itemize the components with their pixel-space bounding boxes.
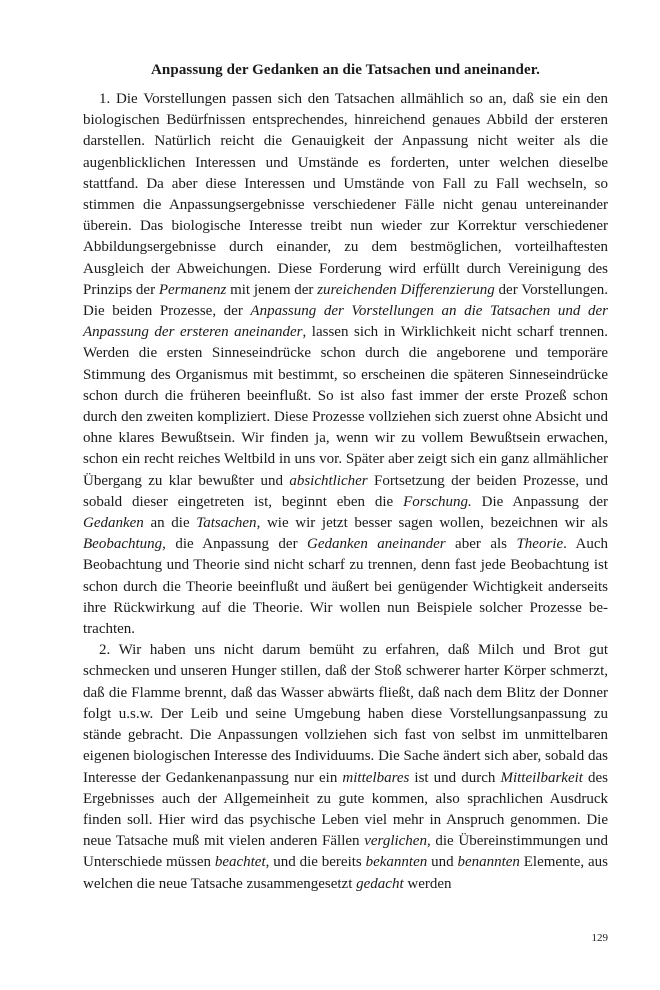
- italic-emphasis: Forschung.: [403, 493, 472, 510]
- italic-emphasis: bekannten: [365, 854, 428, 871]
- page-number: 129: [591, 932, 608, 944]
- italic-emphasis: Gedanken aneinander: [307, 536, 446, 553]
- section-heading: Anpassung der Gedanken an die Tatsachen und aneinander.: [151, 62, 540, 78]
- italic-emphasis: benannten: [457, 854, 520, 871]
- italic-emphasis: Mitteilbarkeit: [500, 769, 583, 786]
- book-page: [83, 62, 608, 895]
- italic-emphasis: Anpassung der Vorstellungen an die Tatsachen und der Anpassung der ersteren aneinander: [83, 303, 608, 341]
- italic-emphasis: Beobachtung: [83, 536, 163, 553]
- italic-emphasis: Tatsachen: [196, 515, 257, 532]
- italic-emphasis: verglichen: [364, 833, 427, 850]
- italic-emphasis: Theorie: [516, 536, 564, 553]
- italic-emphasis: gedacht: [356, 875, 404, 892]
- paragraph-2: 2. Wir haben uns nicht darum bemüht zu erfahren, daß Milch und Brot gut schmecken und unseren Hunger stillen, daß der Stoß schwerer harter Körper schmerzt, daß die Flamme brennt, daß das Wasser abwärts fließt, daß nach dem Blitz der Donner folgt u.s.w. Der Leib und seine Umgebung haben diese Vorstellungsanpassung zu stände gebracht. Die Anpassungen vollziehen sich fast von selbst im unmittelbaren eigenen biologischen Interesse des Individuums. Die Sache ändert sich aber, sobald das Interesse der Gedankenanpassung nur ein mittelbares ist und durch Mitteilbarkeit des Ergebnisses auch der Allgemeinheit zu gute kommen, also sprachlichen Ausdruck finden soll. Hier wird das psychische Leben viel mehr in Anspruch genommen. Die neue Tatsache muß mit vielen anderen Fällen verglichen, die Übereinstimmungen und Unterschiede müssen beachtet, und die bereits bekannten und benannten Elemente, aus welchen die neue Tatsache zusammengesetzt gedacht werden: [83, 642, 609, 892]
- italic-emphasis: mittelbares: [342, 769, 410, 786]
- italic-emphasis: zureichenden Differenzierung: [317, 281, 495, 298]
- italic-emphasis: absichtlicher: [289, 472, 368, 489]
- italic-emphasis: Permanenz: [158, 281, 227, 298]
- paragraph-1: 1. Die Vorstellungen passen sich den Tatsachen allmählich so an, daß sie ein den biologischen Bedürfnissen entsprechendes, hinreichend genaues Abbild der ersteren darstellen. Natürlich reicht die Genauigkeit der Anpassung nicht weiter als die augenblicklichen Interessen und Umstände es forderten, unter welchen dieselbe stattfand. Da aber diese Interessen und Umstände von Fall zu Fall wechseln, so stimmen die Anpassungsergebnisse verschiedener Fälle nicht genau untereinander überein. Das biologische Interesse treibt nun wieder zur Korrektur verschiedener Abbildungsergebnisse durch einander, zu dem bestmöglichen, vorteilhaftesten Ausgleich der Abweichungen. Diese Forderung wird erfüllt durch Vereinigung des Prinzips der Permanenz mit jenem der zureichenden Differenzierung der Vorstellungen. Die beiden Prozesse, der Anpassung der Vorstellungen an die Tatsachen und der Anpassung der ersteren aneinander, lassen sich in Wirklichkeit nicht scharf trennen. Werden die ersten Sinneseindrücke schon durch die angeborene und temporäre Stimmung des Organismus mit bestimmt, so erscheinen die späteren Sinneseindrücke schon durch die früheren beeinflußt. So ist also fast immer der erste Prozeß schon durch den zweiten kompliziert. Diese Prozesse vollziehen sich zuerst ohne Absicht und ohne klares Bewußtsein. Wir finden ja, wenn wir zu vollem Bewußtsein erwachen, schon ein recht reiches Weltbild in uns vor. Später aber zeigt sich ein ganz allmählicher Übergang zu klar bewußter und absichtlicher Fortsetzung der beiden Prozesse, und sobald dieser eingetreten ist, beginnt eben die Forschung. Die Anpassung der Gedanken an die Tatsachen, wie wir jetzt besser sagen wollen, bezeichnen wir als Beobachtung, die Anpassung der Gedanken aneinander aber als Theorie. Auch Beobachtung und Theorie sind nicht scharf zu trennen, denn fast jede Beobachtung ist schon durch die Theorie beeinflußt und äußert bei genügender Wichtigkeit anderseits ihre Rückwirkung auf die Theorie. Wir wollen nun Beispiele solcher Prozesse betrachten.: [83, 91, 608, 638]
- italic-emphasis: beachtet: [214, 854, 266, 871]
- italic-emphasis: Gedanken: [83, 515, 144, 532]
- body-text: [83, 89, 608, 895]
